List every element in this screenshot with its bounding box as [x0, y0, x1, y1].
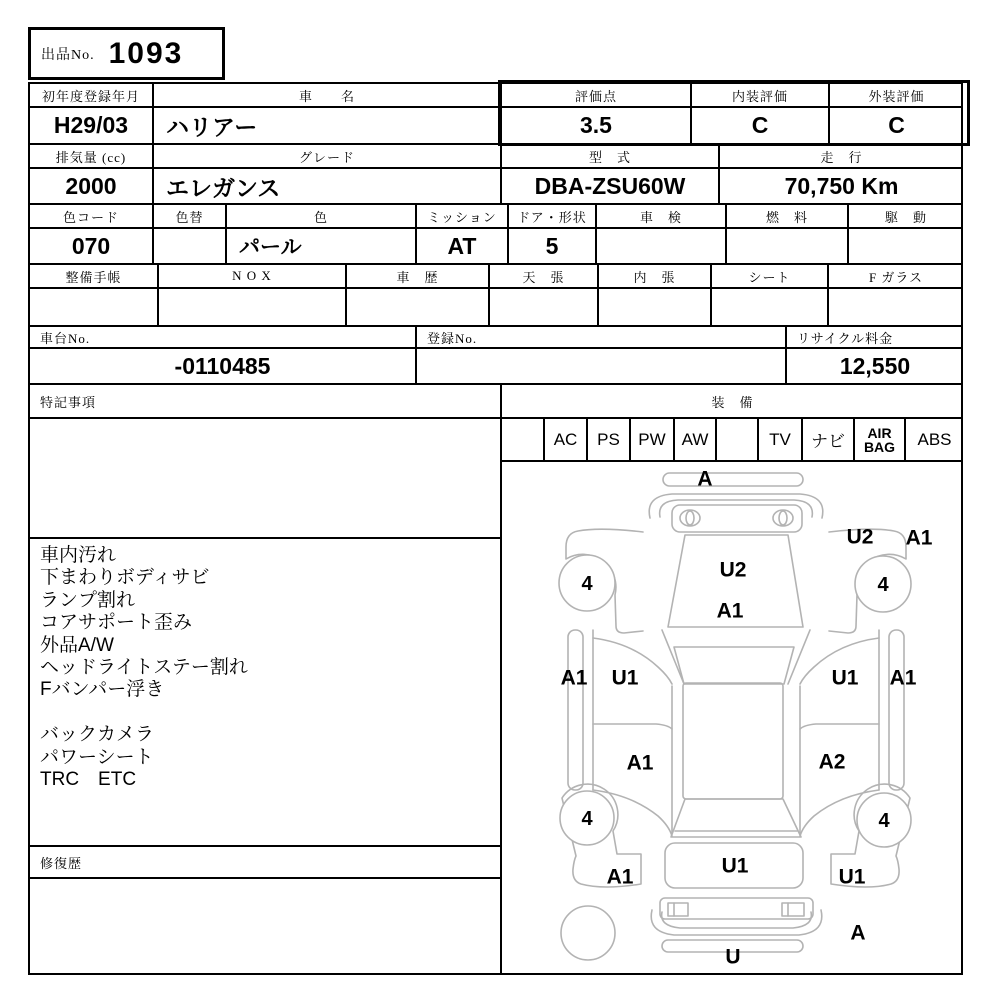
f-glass-value [827, 287, 963, 325]
equipment-cell-tv: TV [757, 417, 801, 460]
damage-label-left-rear-door: A1 [626, 751, 654, 775]
interior-grade-value: C [690, 106, 828, 143]
car-name-value: ハリアー [152, 106, 500, 143]
damage-label-right-front-fender: U2 [846, 525, 874, 549]
damage-label-right-rocker: A1 [889, 666, 917, 690]
displacement-value: 2000 [28, 167, 152, 203]
inspection-header: 車 検 [595, 203, 725, 227]
grade-value: エレガンス [152, 167, 500, 203]
remarks-list [28, 537, 500, 845]
right-taillight-icon [782, 903, 804, 916]
color-header: 色 [225, 203, 415, 227]
lot-number-box [28, 27, 225, 80]
repair-history-header: 修復歴 [28, 845, 500, 877]
remark-item [40, 702, 500, 724]
nox-header: N O X [157, 263, 345, 287]
displacement-header: 排気量 (cc) [28, 143, 152, 167]
service-book-header: 整備手帳 [28, 263, 157, 287]
damage-label-wheel-rear-right: 4 [878, 810, 890, 832]
equipment-header: 装 備 [500, 383, 963, 417]
doors-value: 5 [507, 227, 595, 263]
remark-item: TRC ETC [40, 768, 137, 790]
chassis-no-value: -0110485 [28, 347, 415, 383]
damage-label-left-rear-quarter: A1 [606, 865, 634, 889]
roof-shape [683, 683, 783, 799]
f-glass-header: F ガラス [827, 263, 963, 287]
model-code-value: DBA-ZSU60W [500, 167, 718, 203]
damage-label-tailgate: U1 [721, 854, 749, 878]
front-panel-shape [672, 505, 802, 532]
recycle-fee-header: リサイクル料金 [785, 325, 963, 347]
exterior-grade-value: C [828, 106, 963, 143]
color-code-value: 070 [28, 227, 152, 263]
damage-label-right-rear-door: A2 [818, 750, 846, 774]
reg-no-header: 登録No. [415, 325, 785, 347]
remark-item: 外品A/W [40, 634, 114, 656]
damage-label-hood-upper: U2 [719, 558, 747, 582]
damage-label-wheel-rear-left: 4 [581, 808, 593, 830]
damage-label-hood-lower: A1 [716, 599, 744, 623]
left-rocker-shape [568, 630, 583, 790]
mileage-header: 走 行 [718, 143, 963, 167]
equipment-cell-ac: AC [543, 417, 586, 460]
fuel-value [725, 227, 847, 263]
damage-label-left-rocker: A1 [560, 666, 588, 690]
model-code-header: 型 式 [500, 143, 718, 167]
remarks-empty-box [28, 417, 500, 537]
left-headlight-icon [680, 510, 700, 526]
transmission-header: ミッション [415, 203, 507, 227]
left-taillight-icon [668, 903, 688, 916]
color-code-header: 色コード [28, 203, 152, 227]
equipment-cell-aw: AW [673, 417, 715, 460]
score-value: 3.5 [500, 106, 690, 143]
rear-bumper-shape [651, 910, 822, 935]
color-value: パール [225, 227, 415, 263]
seat-header: シート [710, 263, 827, 287]
damage-label-left-front-door: U1 [611, 666, 639, 690]
repair-history-value [28, 877, 500, 975]
reg-no-value [415, 347, 785, 383]
interior-trim-header: 内 張 [597, 263, 710, 287]
reg-date-value: H29/03 [28, 106, 152, 143]
equipment-cell-airbag: AIR BAG [853, 417, 904, 460]
damage-label-wheel-front-right: 4 [877, 574, 889, 596]
drive-value [847, 227, 963, 263]
service-book-value [28, 287, 157, 325]
remark-item: ヘッドライトステー割れ [40, 656, 248, 678]
remark-item: 下まわりボディサビ [40, 567, 210, 589]
damage-label-right-rear-quarter: U1 [838, 865, 866, 889]
equipment-cell-ps: PS [586, 417, 629, 460]
interior-trim-value [597, 287, 710, 325]
lot-number-label: 出品No. [41, 47, 95, 63]
grade-header: グレード [152, 143, 500, 167]
right-headlight-icon [773, 510, 793, 526]
remark-item: パワーシート [40, 746, 154, 768]
car-damage-diagram [500, 460, 963, 975]
seat-value [710, 287, 827, 325]
interior-grade-header: 内装評価 [690, 82, 828, 106]
spare-tire-shape [561, 906, 615, 960]
equipment-cell-0 [500, 417, 543, 460]
damage-label-wheel-front-left: 4 [581, 573, 593, 595]
damage-label-right-front-fender-outer: A1 [905, 526, 933, 550]
equipment-cell-navi: ナビ [801, 417, 853, 460]
transmission-value: AT [415, 227, 507, 263]
right-rocker-shape [889, 630, 904, 790]
damage-label-rear-bumper: A [850, 921, 866, 945]
score-header: 評価点 [500, 82, 690, 106]
remark-item: コアサポート歪み [40, 612, 193, 634]
damage-label-right-front-door: U1 [831, 666, 859, 690]
mileage-value: 70,750 Km [718, 167, 963, 203]
history-value [345, 287, 488, 325]
lot-number-value: 1093 [108, 36, 184, 70]
remark-item: バックカメラ [40, 724, 155, 746]
reg-date-header: 初年度登録年月 [28, 82, 152, 106]
damage-label-rear-underside: U [725, 945, 741, 969]
color-change-value [152, 227, 225, 263]
headliner-value [488, 287, 597, 325]
equipment-cell-abs: ABS [904, 417, 963, 460]
damage-label-front-bumper: A [697, 467, 713, 491]
inspection-value [595, 227, 725, 263]
equipment-cell-5 [715, 417, 757, 460]
color-change-header: 色替 [152, 203, 225, 227]
windshield-shape [674, 647, 794, 684]
car-name-header: 車 名 [152, 82, 500, 106]
history-header: 車 歴 [345, 263, 488, 287]
recycle-fee-value: 12,550 [785, 347, 963, 383]
remarks-header: 特記事項 [28, 383, 500, 417]
drive-header: 駆 動 [847, 203, 963, 227]
remark-item: Fバンパー浮き [40, 679, 165, 701]
front-bumper-strip-shape [663, 473, 803, 486]
exterior-grade-header: 外装評価 [828, 82, 963, 106]
remark-item: ランプ割れ [40, 589, 136, 611]
fuel-header: 燃 料 [725, 203, 847, 227]
nox-value [157, 287, 345, 325]
equipment-cell-pw: PW [629, 417, 673, 460]
remark-item: 車内汚れ [40, 545, 117, 566]
headliner-header: 天 張 [488, 263, 597, 287]
doors-header: ドア・形状 [507, 203, 595, 227]
chassis-no-header: 車台No. [28, 325, 415, 347]
